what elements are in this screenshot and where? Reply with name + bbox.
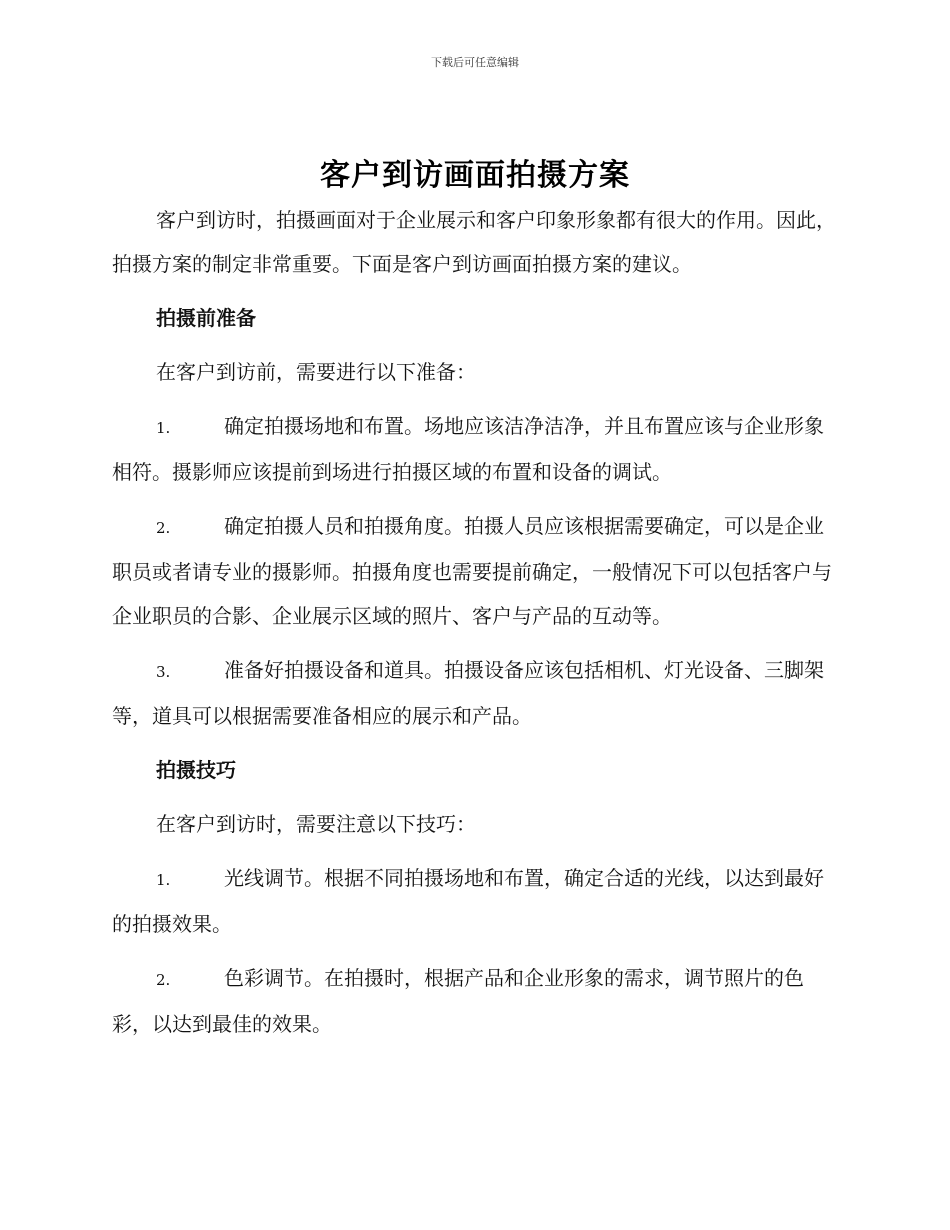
section-heading-techniques: 拍摄技巧 bbox=[156, 758, 236, 782]
section-heading-preparation: 拍摄前准备 bbox=[156, 306, 256, 330]
list-item-number: 2. bbox=[156, 971, 171, 989]
list-item-text: 色彩调节。在拍摄时，根据产品和企业形象的需求，调节照片的色彩，以达到最佳的效果。 bbox=[112, 966, 804, 1036]
list-item-number: 2. bbox=[156, 519, 171, 537]
document-title: 客户到访画面拍摄方案 bbox=[320, 158, 630, 193]
list-item bbox=[112, 404, 836, 494]
header-note: 下载后可任意编辑 bbox=[431, 56, 519, 69]
list-item bbox=[112, 648, 836, 738]
section-lead-techniques: 在客户到访时，需要注意以下技巧： bbox=[156, 812, 476, 836]
list-item-number: 3. bbox=[156, 663, 171, 681]
list-item bbox=[112, 956, 836, 1046]
list-item-text: 准备好拍摄设备和道具。拍摄设备应该包括相机、灯光设备、三脚架等，道具可以根据需要准备相应的展示和产品。 bbox=[112, 658, 824, 728]
list-item-text: 确定拍摄场地和布置。场地应该洁净洁净，并且布置应该与企业形象相符。摄影师应该提前到场进行拍摄区域的布置和设备的调试。 bbox=[112, 414, 824, 484]
list-item-number: 1. bbox=[156, 419, 171, 437]
list-item bbox=[112, 856, 836, 946]
document-body bbox=[112, 198, 836, 1046]
list-item-text: 确定拍摄人员和拍摄角度。拍摄人员应该根据需要确定，可以是企业职员或者请专业的摄影师。拍摄角度也需要提前确定，一般情况下可以包括客户与企业职员的合影、企业展示区域的照片、客户与产品的互动等。 bbox=[112, 514, 832, 628]
list-item-number: 1. bbox=[156, 871, 171, 889]
list-item-text: 光线调节。根据不同拍摄场地和布置，确定合适的光线，以达到最好的拍摄效果。 bbox=[112, 866, 824, 936]
intro-paragraph: 客户到访时，拍摄画面对于企业展示和客户印象形象都有很大的作用。因此，拍摄方案的制定非常重要。下面是客户到访画面拍摄方案的建议。 bbox=[112, 208, 836, 276]
section-lead-preparation: 在客户到访前，需要进行以下准备： bbox=[156, 360, 476, 384]
list-item bbox=[112, 504, 836, 638]
